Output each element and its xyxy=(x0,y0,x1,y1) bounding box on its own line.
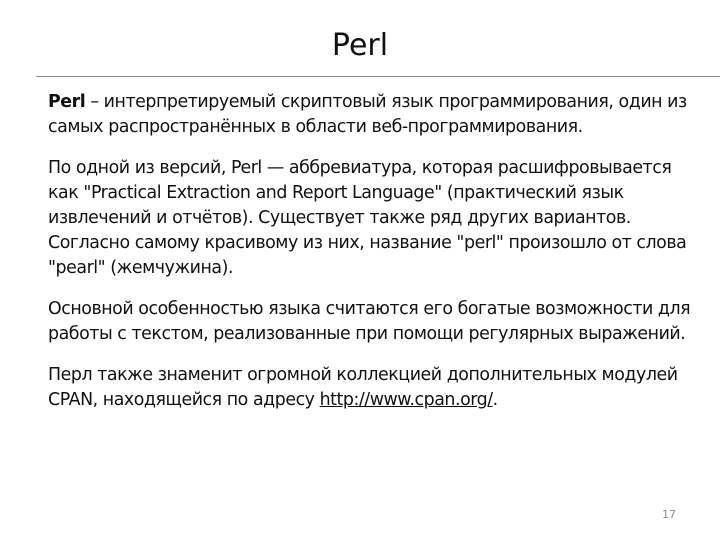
cpan-link[interactable]: http://www.cpan.org/ xyxy=(319,390,493,410)
slide-body xyxy=(48,90,698,429)
title-divider xyxy=(36,76,720,77)
slide-number: 17 xyxy=(662,508,676,521)
paragraph-text-features: Основной особенностью языка считаются его богатые возможности для работы с текстом, реализованные при помощи регулярных выражений. xyxy=(48,299,691,344)
cpan-text: Перл также знаменит огромной коллекцией дополнительных модулей CPAN, находящейся по адресу xyxy=(48,365,678,410)
slide-title: Perl xyxy=(331,28,389,63)
term-perl: Perl xyxy=(48,92,86,112)
paragraph-cpan xyxy=(48,363,698,413)
paragraph-definition xyxy=(48,90,698,140)
cpan-text-end: . xyxy=(492,390,498,410)
paragraph-name-origin: По одной из версий, Perl — аббревиатура, которая расшифровывается как "Practical Extraction and Report Language" (практический язык извлечений и отчётов). Существует также ряд других вариантов. Согласно самому красивому из них, название "perl" произошло от слова "pearl" (жемчужина). xyxy=(48,158,687,278)
definition-text: – интерпретируемый скриптовый язык программирования, один из самых распространённых в области веб-программирования. xyxy=(48,92,687,137)
